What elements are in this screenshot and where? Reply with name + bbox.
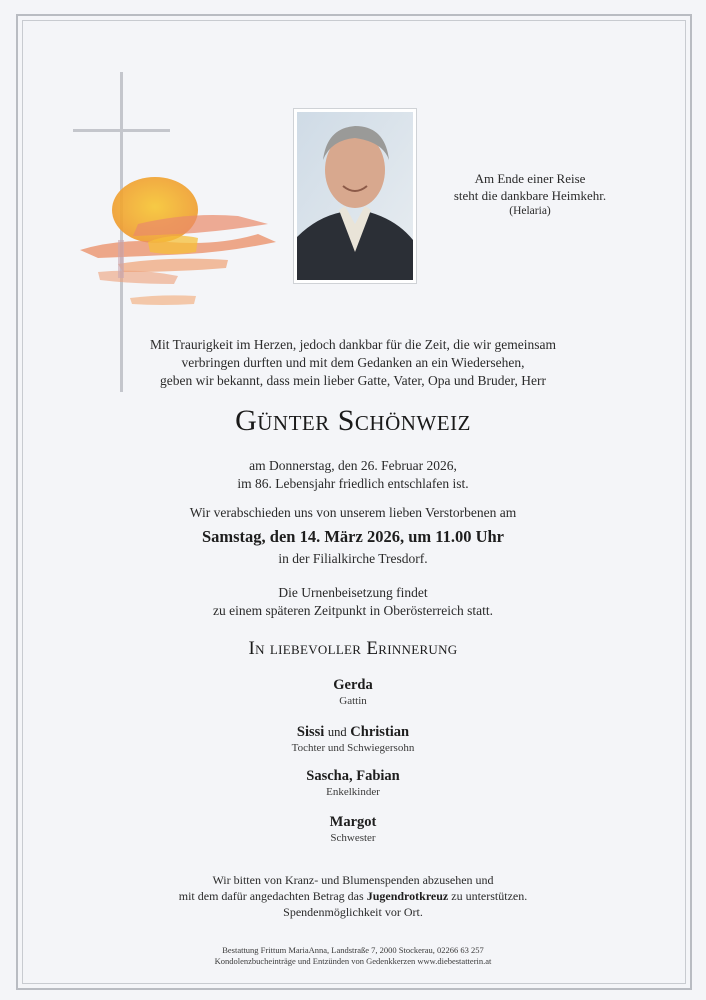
intro-text	[0, 336, 706, 390]
charity-name: Jugendrotkreuz	[366, 889, 449, 903]
mourner-name: Gerda	[333, 677, 373, 693]
intro-line: Mit Traurigkeit im Herzen, jedoch dankbar für die Zeit, die wir gemeinsam	[149, 337, 556, 352]
mourner-relation: Schwester	[330, 832, 376, 844]
intro-line: verbringen durften und mit dem Gedanken an ein Wiedersehen,	[181, 355, 525, 370]
donation-line: Wir bitten von Kranz- und Blumenspenden abzusehen und	[212, 873, 494, 887]
quote-source: (Helaria)	[509, 205, 551, 217]
mourner-entry	[0, 724, 706, 754]
mourner-name	[0, 724, 706, 741]
intro-line: geben wir bekannt, dass mein lieber Gatte, Vater, Opa und Bruder, Herr	[160, 373, 546, 388]
mourner-entry	[0, 814, 706, 844]
death-notice	[0, 457, 706, 493]
mourner-name: Sascha, Fabian	[306, 768, 400, 784]
donation-line: Spendenmöglichkeit vor Ort.	[283, 905, 423, 919]
footer-line: Bestattung Frittum MariaAnna, Landstraße 7, 2000 Stockerau, 02266 63 257	[222, 945, 484, 955]
death-line: im 86. Lebensjahr friedlich entschlafen ist.	[237, 476, 469, 491]
mourner-entry	[0, 768, 706, 798]
deceased-name: Günter Schönweiz	[235, 404, 471, 437]
donation-request	[0, 872, 706, 920]
quote-line: Am Ende einer Reise	[474, 171, 586, 186]
mourner-name-a: Sissi	[296, 724, 325, 740]
farewell-intro: Wir verabschieden uns von unserem lieben Verstorbenen am	[189, 505, 517, 520]
portrait-photo-frame	[293, 108, 417, 284]
funeral-home-footer	[0, 945, 706, 967]
quote-line: steht die dankbare Heimkehr.	[453, 188, 607, 203]
urn-line: zu einem späteren Zeitpunkt in Oberösterreich statt.	[212, 603, 494, 618]
mourner-relation: Tochter und Schwiegersohn	[291, 742, 415, 754]
donation-text: mit dem dafür angedachten Betrag das	[178, 889, 367, 903]
death-line: am Donnerstag, den 26. Februar 2026,	[249, 458, 457, 473]
farewell-date: Samstag, den 14. März 2026, um 11.00 Uhr	[201, 527, 505, 546]
mourner-joiner: und	[327, 725, 347, 739]
portrait-photo	[297, 112, 413, 280]
mourner-relation: Enkelkinder	[326, 786, 380, 798]
cross-icon-horizontal	[73, 129, 170, 132]
farewell-place: in der Filialkirche Tresdorf.	[278, 551, 428, 566]
mourner-relation: Gattin	[339, 695, 367, 707]
mourner-name-b: Christian	[350, 724, 410, 740]
memorial-heading: In liebevoller Erinnerung	[248, 638, 458, 659]
donation-line	[0, 888, 706, 904]
quote-block	[430, 170, 630, 219]
donation-text: zu unterstützen.	[448, 889, 528, 903]
mourner-name: Margot	[329, 814, 377, 830]
urn-notice	[0, 584, 706, 620]
mourner-entry	[0, 677, 706, 707]
sunset-watercolor-icon	[78, 172, 278, 312]
footer-line: Kondolenzbucheinträge und Entzünden von Gedenkkerzen www.diebestatterin.at	[214, 956, 492, 966]
urn-line: Die Urnenbeisetzung findet	[278, 585, 428, 600]
